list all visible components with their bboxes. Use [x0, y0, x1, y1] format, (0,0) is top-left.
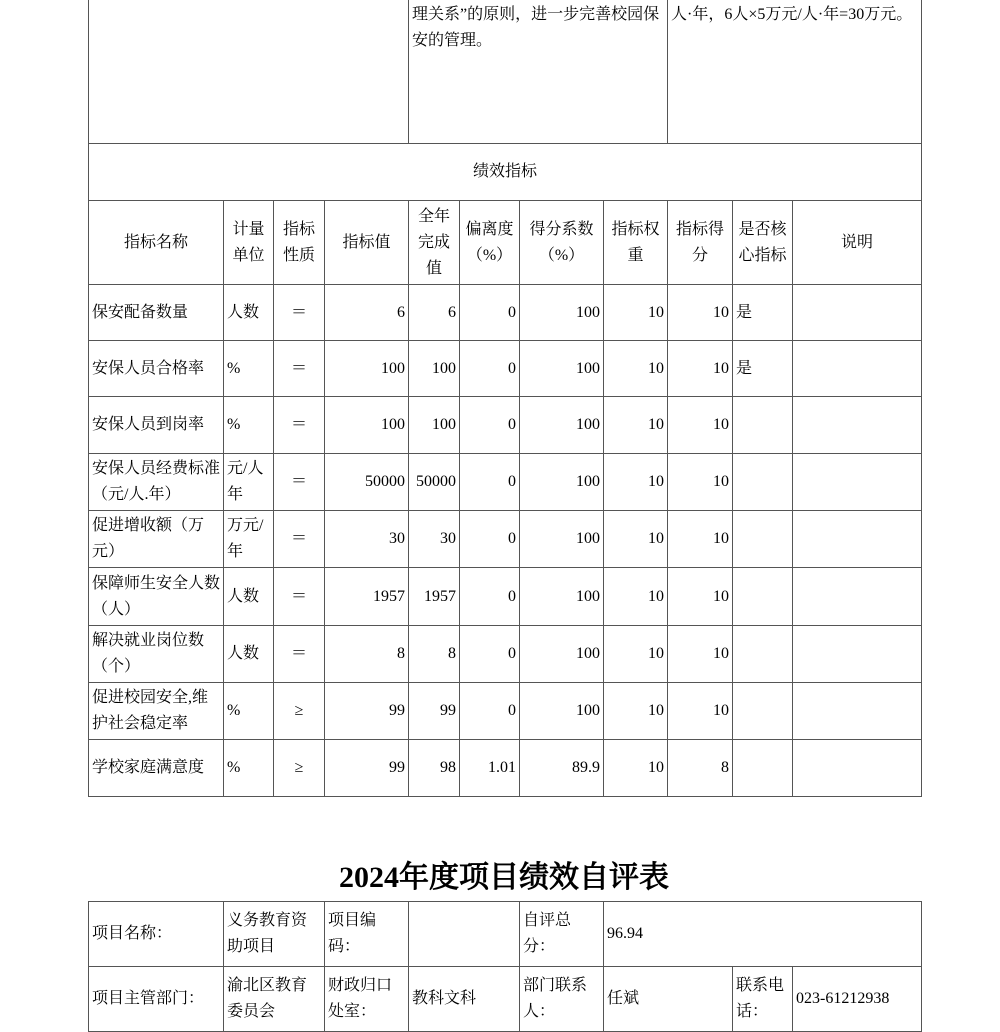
table-cell: 50000	[325, 454, 409, 511]
table-cell: 100	[520, 285, 604, 341]
table-cell	[793, 397, 922, 454]
table-cell: ＝	[274, 341, 325, 397]
column-header: 指标权重	[604, 201, 668, 285]
column-header: 指标性质	[274, 201, 325, 285]
table-cell: 人数	[224, 568, 274, 626]
table-cell: ＝	[274, 454, 325, 511]
description-right: 人·年，6人×5万元/人·年=30万元。	[668, 0, 922, 144]
column-header: 计量单位	[224, 201, 274, 285]
table-cell: 10	[668, 568, 733, 626]
table-cell: 100	[520, 511, 604, 568]
table-cell: 安保人员到岗率	[89, 397, 224, 454]
table-cell: %	[224, 341, 274, 397]
table-cell: ≥	[274, 740, 325, 797]
table-cell: 0	[460, 454, 520, 511]
table-cell: 10	[668, 454, 733, 511]
table-row	[89, 683, 922, 740]
phone-value: 023-61212938	[793, 967, 922, 1032]
table-cell: 0	[460, 341, 520, 397]
table-cell: 6	[325, 285, 409, 341]
table-cell: 10	[668, 511, 733, 568]
column-header: 得分系数（%）	[520, 201, 604, 285]
table-cell	[733, 626, 793, 683]
table-cell: 10	[604, 568, 668, 626]
table-cell: 100	[325, 397, 409, 454]
table-cell: 0	[460, 568, 520, 626]
column-header: 指标得分	[668, 201, 733, 285]
table-cell: 是	[733, 285, 793, 341]
contact-value: 任斌	[604, 967, 733, 1032]
table-cell	[733, 511, 793, 568]
project-name-label: 项目名称：	[89, 902, 224, 967]
table-cell: 0	[460, 626, 520, 683]
table-cell: 10	[668, 626, 733, 683]
table-cell: 10	[668, 397, 733, 454]
table-cell: ≥	[274, 683, 325, 740]
table-cell: 8	[668, 740, 733, 797]
table-cell: 100	[409, 397, 460, 454]
description-mid: 理关系”的原则，进一步完善校园保安的管理。	[409, 0, 668, 144]
project-code-label: 项目编码：	[325, 902, 409, 967]
table-row	[89, 740, 922, 797]
column-header: 说明	[793, 201, 922, 285]
table-cell	[733, 454, 793, 511]
table-cell: 10	[604, 285, 668, 341]
table-cell: %	[224, 397, 274, 454]
table-cell: 人数	[224, 626, 274, 683]
table-cell	[793, 568, 922, 626]
table-cell: 10	[604, 683, 668, 740]
table-row	[89, 397, 922, 454]
table-cell: 0	[460, 285, 520, 341]
dept-value: 渝北区教育委员会	[224, 967, 325, 1032]
table-cell	[733, 568, 793, 626]
finance-value: 教科文科	[409, 967, 520, 1032]
table-cell: 99	[325, 740, 409, 797]
table-row	[89, 454, 922, 511]
table-cell: 万元/年	[224, 511, 274, 568]
header-row	[89, 201, 922, 285]
table-cell: 解决就业岗位数（个）	[89, 626, 224, 683]
table-row	[89, 511, 922, 568]
table-row	[89, 626, 922, 683]
table-cell: 50000	[409, 454, 460, 511]
table-cell: 100	[520, 397, 604, 454]
dept-label: 项目主管部门：	[89, 967, 224, 1032]
table-cell: 8	[325, 626, 409, 683]
table-cell: 10	[604, 397, 668, 454]
table-row	[89, 285, 922, 341]
table-cell: 10	[668, 341, 733, 397]
table-cell: 1957	[409, 568, 460, 626]
project-code	[409, 902, 520, 967]
table-cell: 学校家庭满意度	[89, 740, 224, 797]
table-cell: 99	[325, 683, 409, 740]
table-cell: ＝	[274, 285, 325, 341]
table-cell: 10	[604, 341, 668, 397]
table-cell: 促进校园安全,维护社会稳定率	[89, 683, 224, 740]
table-cell: 100	[409, 341, 460, 397]
table-cell: 0	[460, 397, 520, 454]
table-cell: 0	[460, 683, 520, 740]
column-header: 是否核心指标	[733, 201, 793, 285]
table-row	[89, 568, 922, 626]
table-cell	[733, 740, 793, 797]
table-cell: 98	[409, 740, 460, 797]
table-cell: 10	[604, 511, 668, 568]
table-cell: 10	[604, 626, 668, 683]
project-info-table	[88, 901, 922, 1032]
table-cell: 100	[520, 568, 604, 626]
table-cell	[793, 683, 922, 740]
table-cell: 0	[460, 511, 520, 568]
table-cell: 1.01	[460, 740, 520, 797]
table-cell: 6	[409, 285, 460, 341]
score-label: 自评总分：	[520, 902, 604, 967]
table-cell: 人数	[224, 285, 274, 341]
table-cell: 100	[520, 626, 604, 683]
project-name: 义务教育资助项目	[224, 902, 325, 967]
table-cell: 10	[604, 740, 668, 797]
table-cell: %	[224, 740, 274, 797]
section-title: 绩效指标	[89, 144, 922, 201]
table-cell: ＝	[274, 397, 325, 454]
table-cell: 100	[520, 683, 604, 740]
table-cell: 保安配备数量	[89, 285, 224, 341]
contact-label: 部门联系人：	[520, 967, 604, 1032]
table-cell: 30	[325, 511, 409, 568]
table-cell: 99	[409, 683, 460, 740]
table-cell: 10	[668, 285, 733, 341]
table-cell: 100	[325, 341, 409, 397]
column-header: 指标值	[325, 201, 409, 285]
table-cell: 10	[604, 454, 668, 511]
table-cell: ＝	[274, 511, 325, 568]
table-cell: 元/人年	[224, 454, 274, 511]
empty-cell	[89, 0, 409, 144]
page-title: 2024年度项目绩效自评表	[339, 861, 669, 894]
table-cell	[733, 683, 793, 740]
table-cell: 10	[668, 683, 733, 740]
table-cell: 安保人员经费标准（元/人.年）	[89, 454, 224, 511]
table-cell: 安保人员合格率	[89, 341, 224, 397]
table-cell	[793, 341, 922, 397]
score-value: 96.94	[604, 902, 922, 967]
table-cell: ＝	[274, 568, 325, 626]
table-cell: 30	[409, 511, 460, 568]
table-cell	[793, 740, 922, 797]
table-cell: 促进增收额（万元）	[89, 511, 224, 568]
table-cell: 100	[520, 341, 604, 397]
table-cell: %	[224, 683, 274, 740]
table-cell: 1957	[325, 568, 409, 626]
table-cell	[733, 397, 793, 454]
column-header: 全年完成值	[409, 201, 460, 285]
table-cell: 89.9	[520, 740, 604, 797]
table-cell: ＝	[274, 626, 325, 683]
table-cell: 是	[733, 341, 793, 397]
table-cell: 保障师生安全人数（人）	[89, 568, 224, 626]
table-cell	[793, 454, 922, 511]
table-cell	[793, 285, 922, 341]
table-row	[89, 341, 922, 397]
table-cell	[793, 626, 922, 683]
table-cell	[793, 511, 922, 568]
table-cell: 8	[409, 626, 460, 683]
performance-indicator-table	[88, 0, 922, 797]
finance-label: 财政归口处室：	[325, 967, 409, 1032]
phone-label: 联系电话：	[733, 967, 793, 1032]
table-cell: 100	[520, 454, 604, 511]
column-header: 指标名称	[89, 201, 224, 285]
column-header: 偏离度（%）	[460, 201, 520, 285]
